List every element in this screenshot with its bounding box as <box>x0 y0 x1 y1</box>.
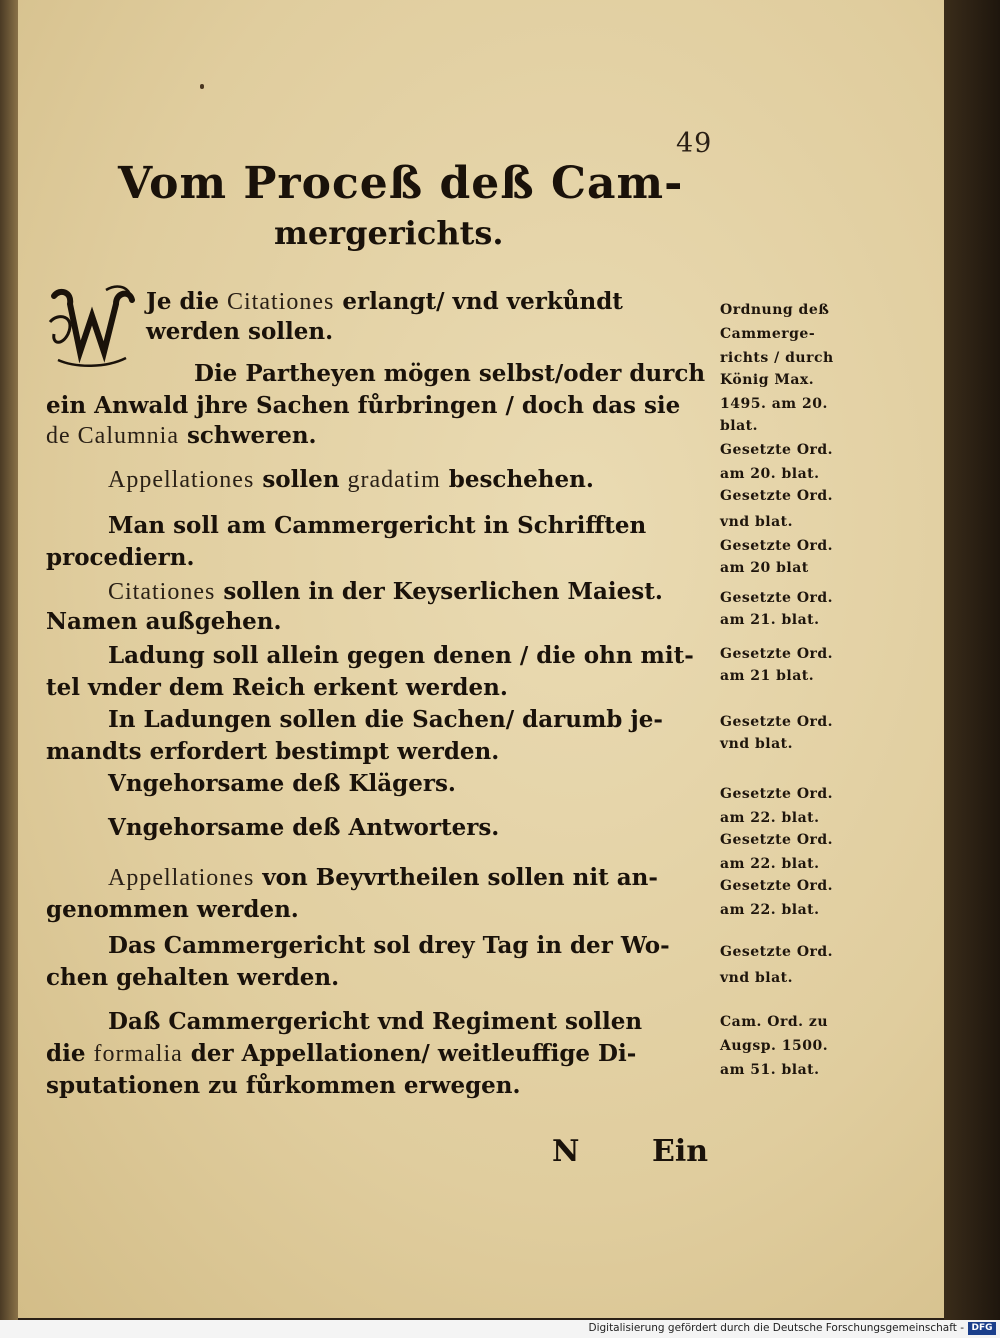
margin-note: am 51. blat. <box>720 1062 820 1078</box>
body-line-15: Vngehorsame deß Klägers. <box>108 770 456 797</box>
margin-note: vnd blat. <box>720 736 793 752</box>
body-line-8: procediern. <box>46 544 195 571</box>
margin-note: Gesetzte Ord. <box>720 646 834 662</box>
margin-note: Gesetzte Ord. <box>720 714 834 730</box>
body-line-12: tel vnder dem Reich erkent werden. <box>46 674 508 701</box>
body-line-3: Die Partheyen mögen selbst/oder durch <box>194 360 706 387</box>
signature-mark: N <box>552 1134 580 1169</box>
chapter-title-line-1: Vom Proceß deß Cam- <box>118 158 684 209</box>
margin-note: Ordnung deß <box>720 302 830 318</box>
margin-note: blat. <box>720 418 759 434</box>
svg-text:W: W <box>91 342 93 343</box>
body-line-11: Ladung soll allein gegen denen / die ohn mit- <box>108 642 694 669</box>
margin-note: König Max. <box>720 372 815 388</box>
decorated-initial <box>46 282 138 374</box>
body-line-1: Je die Citationes erlangt/ vnd verkůndt <box>146 288 623 315</box>
margin-note: Gesetzte Ord. <box>720 442 834 458</box>
body-line-14: mandts erfordert bestimpt werden. <box>46 738 500 765</box>
margin-note: vnd blat. <box>720 970 793 986</box>
body-line-4: ein Anwald jhre Sachen fůrbringen / doch das sie <box>46 392 681 419</box>
margin-note: am 22. blat. <box>720 902 820 918</box>
margin-note: Gesetzte Ord. <box>720 878 834 894</box>
body-line-2: werden sollen. <box>146 318 334 345</box>
footer-credit: Digitalisierung gefördert durch die Deutsche Forschungsgemeinschaft - <box>588 1322 964 1334</box>
page-number: 49 <box>676 128 713 159</box>
margin-note: am 20 blat <box>720 560 809 576</box>
margin-note: Gesetzte Ord. <box>720 488 834 504</box>
body-line-23: sputationen zu fůrkommen erwegen. <box>46 1072 521 1099</box>
margin-note: vnd blat. <box>720 514 793 530</box>
margin-note: Gesetzte Ord. <box>720 832 834 848</box>
body-line-16: Vngehorsame deß Antworters. <box>108 814 500 841</box>
body-line-6: Appellationes sollen gradatim beschehen. <box>108 466 594 493</box>
dfg-logo: DFG <box>968 1322 996 1335</box>
catchword: Ein <box>652 1134 709 1169</box>
margin-note: am 21 blat. <box>720 668 815 684</box>
book-edge-left <box>0 0 18 1320</box>
book-edge-right <box>944 0 1000 1320</box>
body-line-20: chen gehalten werden. <box>46 964 340 991</box>
margin-note: Gesetzte Ord. <box>720 944 834 960</box>
margin-note: Cam. Ord. zu <box>720 1014 829 1030</box>
margin-note: Cammerge- <box>720 326 816 342</box>
body-line-13: In Ladungen sollen die Sachen/ darumb je- <box>108 706 663 733</box>
body-line-5: de Calumnia schweren. <box>46 422 317 449</box>
chapter-title-line-2: mergerichts. <box>274 214 504 252</box>
body-line-17: Appellationes von Beyvrtheilen sollen nit an- <box>108 864 658 891</box>
body-line-22: die formalia der Appellationen/ weitleuffige Di- <box>46 1040 637 1067</box>
margin-note: am 22. blat. <box>720 856 820 872</box>
body-line-10: Namen außgehen. <box>46 608 282 635</box>
margin-note: am 22. blat. <box>720 810 820 826</box>
ink-spot <box>200 84 204 89</box>
body-line-9: Citationes sollen in der Keyserlichen Maiest. <box>108 578 663 605</box>
margin-note: am 21. blat. <box>720 612 820 628</box>
body-line-18: genommen werden. <box>46 896 299 923</box>
margin-note: richts / durch <box>720 350 834 366</box>
margin-note: Gesetzte Ord. <box>720 590 834 606</box>
body-line-19: Das Cammergericht sol drey Tag in der Wo- <box>108 932 670 959</box>
margin-note: am 20. blat. <box>720 466 820 482</box>
body-line-7: Man soll am Cammergericht in Schrifften <box>108 512 647 539</box>
body-line-21: Daß Cammergericht vnd Regiment sollen <box>108 1008 643 1035</box>
margin-note: Gesetzte Ord. <box>720 538 834 554</box>
margin-note: 1495. am 20. <box>720 396 828 412</box>
margin-note: Augsp. 1500. <box>720 1038 829 1054</box>
margin-note: Gesetzte Ord. <box>720 786 834 802</box>
